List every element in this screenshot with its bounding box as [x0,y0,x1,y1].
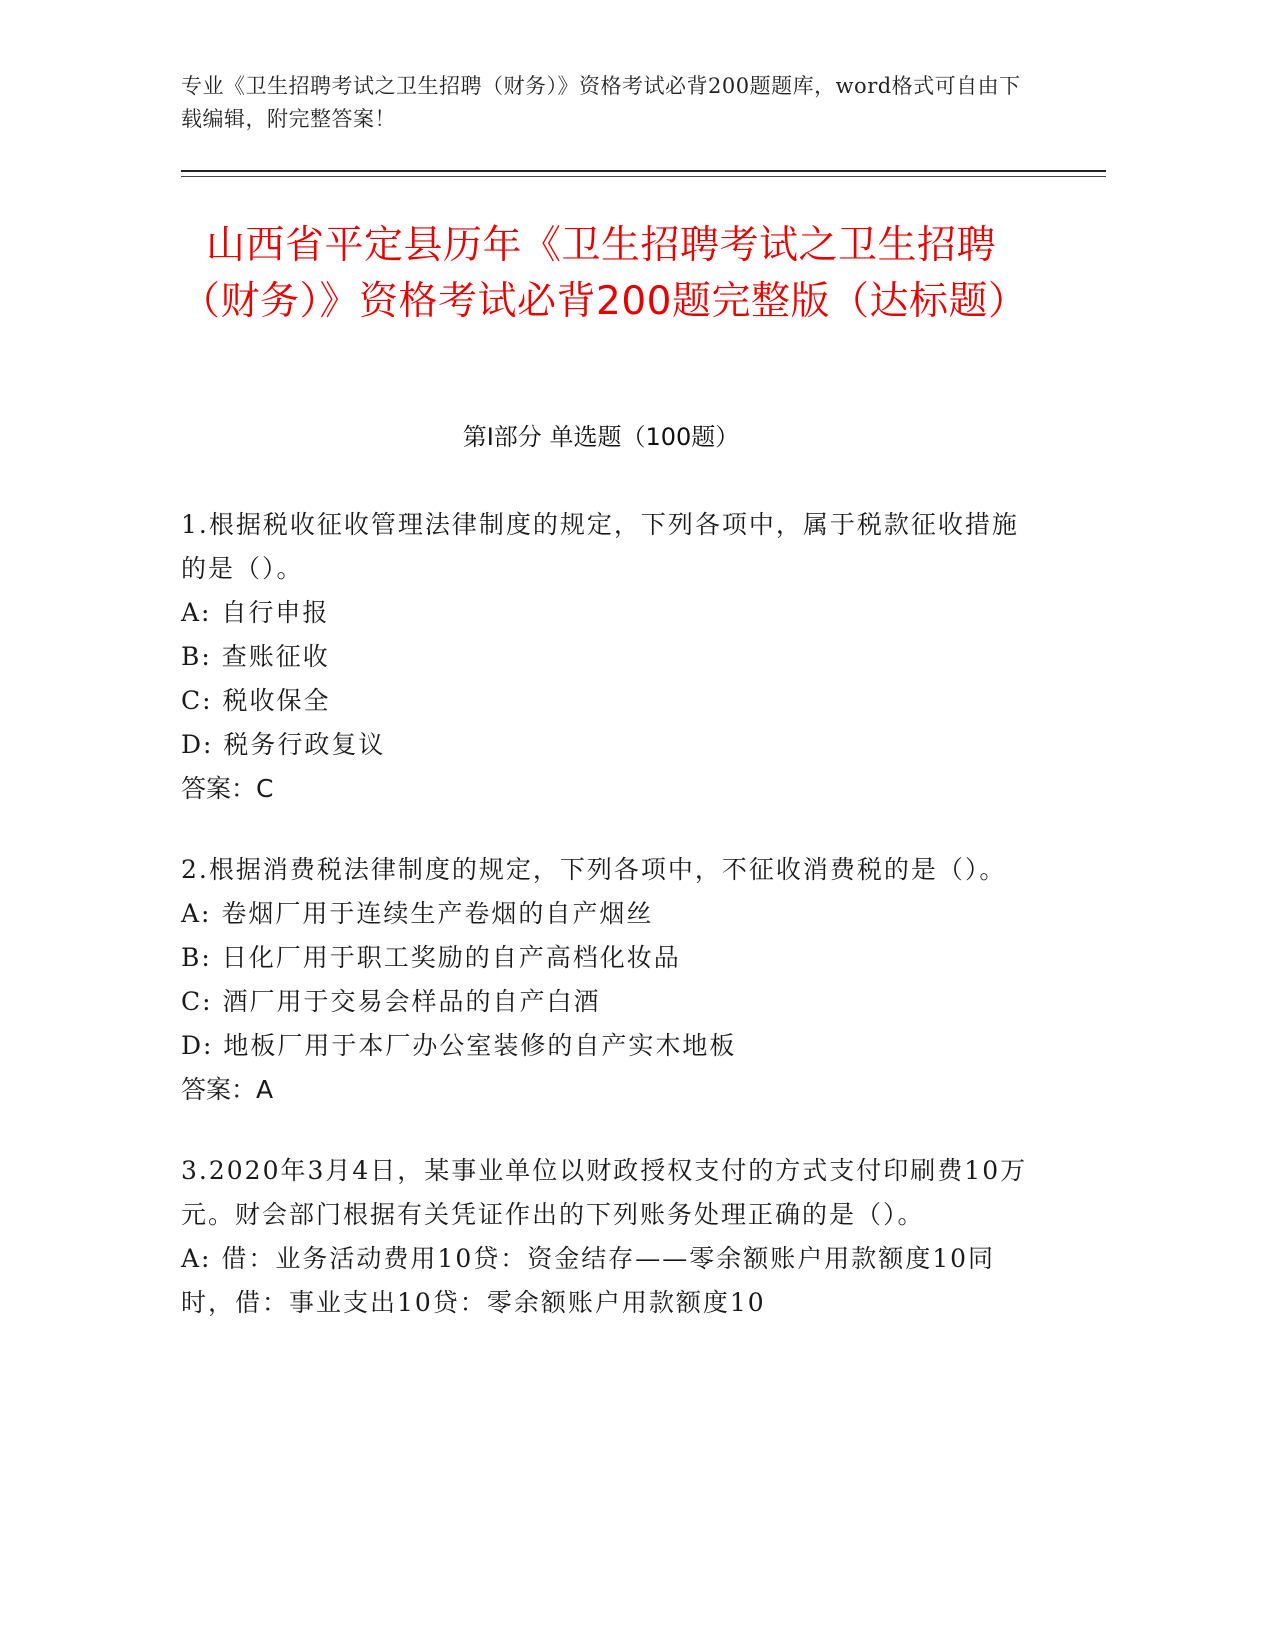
option-c: C: 酒厂用于交易会样品的自产白酒 [181,987,601,1016]
answer: 答案：A [181,1075,274,1104]
option-a: A: 借：业务活动费用10贷：资金结存——零余额账户用款额度10同时，借：事业支出10贷：零余额账户用款额度10 [181,1244,996,1317]
option-a: A: 卷烟厂用于连续生产卷烟的自产烟丝 [181,899,654,928]
answer: 答案：C [181,774,274,803]
question-2 [181,848,1041,1112]
option-d: D: 税务行政复议 [181,730,386,759]
question-stem: 1.根据税收征收管理法律制度的规定，下列各项中，属于税款征收措施的是（）。 [181,510,1019,583]
option-b: B: 日化厂用于职工奖励的自产高档化妆品 [181,943,681,972]
option-d: D: 地板厂用于本厂办公室装修的自产实木地板 [181,1031,737,1060]
header-note: 专业《卫生招聘考试之卫生招聘（财务）》资格考试必背200题题库，word格式可自由下载编辑，附完整答案！ [181,74,1021,131]
question-list [181,503,1041,1362]
section-title: 第Ⅰ部分 单选题（100题） [462,423,740,451]
option-c: C: 税收保全 [181,686,331,715]
option-b: B: 查账征收 [181,642,330,671]
option-a: A: 自行申报 [181,598,330,627]
header-divider-thick [181,170,1106,172]
question-stem: 3.2020年3月4日，某事业单位以财政授权支付的方式支付印刷费10万元。财会部门根据有关凭证作出的下列账务处理正确的是（）。 [181,1156,1028,1229]
question-3 [181,1149,1041,1325]
header-divider-thin [181,176,1106,177]
question-1 [181,503,1041,811]
question-stem: 2.根据消费税法律制度的规定，下列各项中，不征收消费税的是（）。 [181,855,1007,884]
document-title: 山西省平定县历年《卫生招聘考试之卫生招聘（财务）》资格考试必背200题完整版（达标题） [181,223,1028,324]
